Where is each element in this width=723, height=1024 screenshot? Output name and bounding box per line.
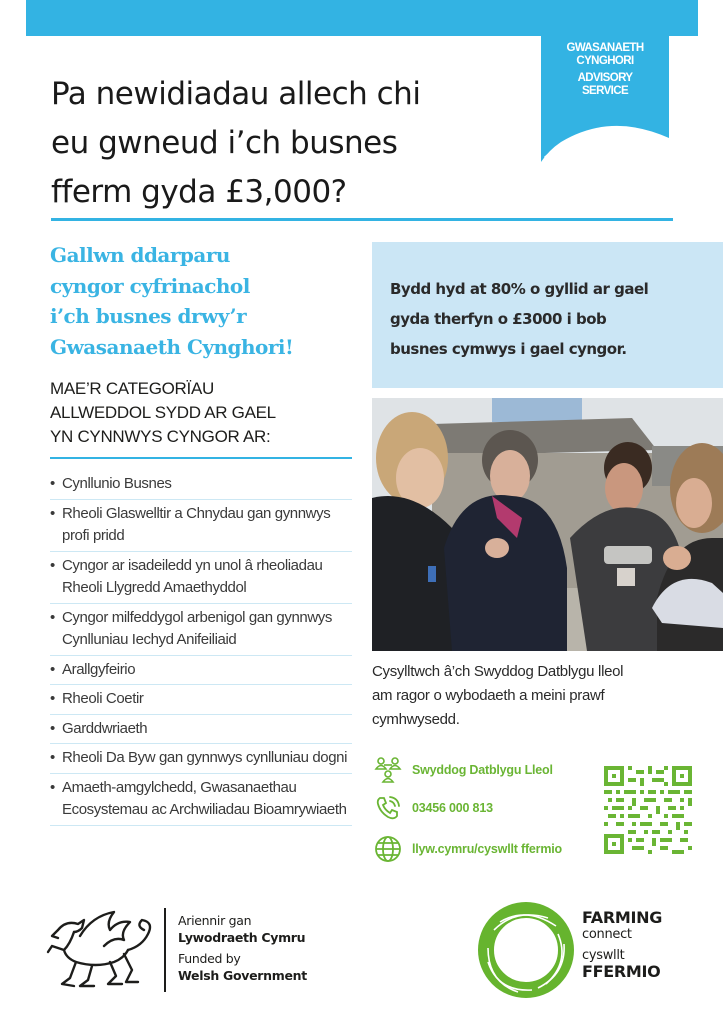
funding-line-1: Bydd hyd at 80% o gyllid ar gael bbox=[390, 280, 649, 298]
list-item bbox=[50, 774, 352, 826]
contact-officer bbox=[374, 756, 594, 784]
phone-icon bbox=[374, 794, 402, 822]
bullet: • bbox=[50, 504, 55, 522]
funding-line-3: busnes cymwys i gael cyngor. bbox=[390, 340, 627, 358]
list-item-label: Rheoli Glaswelltir a Chnydau gan gynnwys profi pridd bbox=[62, 504, 331, 544]
bullet: • bbox=[50, 719, 55, 737]
list-item bbox=[50, 715, 352, 745]
globe-icon bbox=[374, 835, 402, 863]
bullet: • bbox=[50, 556, 55, 574]
people-network-icon bbox=[374, 756, 402, 784]
list-item bbox=[50, 656, 352, 686]
banner-line-3: ADVISORY bbox=[577, 72, 633, 84]
banner-line-2: CYNGHORI bbox=[576, 55, 634, 67]
banner-line-4: SERVICE bbox=[581, 85, 629, 97]
fc-line-1: FARMING bbox=[582, 908, 663, 927]
list-item-label: Arallgyfeirio bbox=[62, 660, 136, 678]
list-item-label: Cyngor ar isadeiledd yn unol â rheoliadau Rheoli Llygredd Amaethyddol bbox=[62, 556, 323, 596]
page-title bbox=[51, 70, 501, 217]
fc-line-2: connect bbox=[582, 927, 632, 942]
website-link[interactable]: llyw.cymru/cyswllt ffermio bbox=[412, 842, 562, 856]
farming-connect-swirl-icon bbox=[476, 900, 576, 1000]
phone-number[interactable]: 03456 000 813 bbox=[412, 801, 493, 815]
contact-website[interactable] bbox=[374, 835, 594, 863]
categories-title-line-3: YN CYNNWYS CYNGOR AR: bbox=[50, 427, 271, 446]
bullet: • bbox=[50, 690, 55, 707]
fc-line-3: cyswllt bbox=[582, 948, 625, 963]
banner-line-1: GWASANAETH bbox=[566, 42, 644, 54]
funding-credit bbox=[178, 912, 307, 984]
list-item bbox=[50, 552, 352, 604]
photo-illustration-icon bbox=[372, 398, 723, 651]
list-item-label: Cynllunio Busnes bbox=[62, 475, 172, 492]
list-item-label: Rheoli Coetir bbox=[62, 690, 144, 707]
list-item-label: Cyngor milfeddygol arbenigol gan gynnwys Cynlluniau Iechyd Anifeiliaid bbox=[62, 608, 332, 648]
list-item bbox=[50, 470, 352, 500]
categories-divider bbox=[50, 457, 352, 459]
subhead-line-1: Gallwn ddarparu bbox=[50, 243, 230, 267]
farmers-photo bbox=[372, 398, 723, 651]
title-line-1: Pa newidiadau allech chi bbox=[51, 76, 421, 112]
welsh-dragon-icon bbox=[44, 906, 154, 992]
gov-line-2: Lywodraeth Cymru bbox=[178, 930, 306, 945]
title-line-2: eu gwneud i’ch busnes bbox=[51, 125, 398, 161]
gov-line-3: Funded by bbox=[178, 951, 241, 966]
funding-callout bbox=[372, 242, 723, 388]
list-item bbox=[50, 604, 352, 656]
logo-divider bbox=[164, 908, 166, 992]
categories-title-line-1: MAE’R CATEGORÏAU bbox=[50, 379, 214, 398]
farming-connect-logo-mark bbox=[476, 900, 576, 1000]
list-item-label: Rheoli Da Byw gan gynnwys cynlluniau dogni bbox=[62, 749, 348, 766]
contact-intro bbox=[372, 660, 702, 732]
list-item-label: Garddwriaeth bbox=[62, 719, 148, 737]
gov-line-1: Ariennir gan bbox=[178, 913, 252, 928]
bullet: • bbox=[50, 749, 55, 766]
categories-title bbox=[50, 377, 360, 449]
list-item-label: Amaeth-amgylchedd, Gwasanaethau Ecosystemau ac Archwiliadau Bioamrywiaeth bbox=[62, 778, 347, 818]
title-line-3: fferm gyda £3,000? bbox=[51, 174, 347, 210]
contact-phone[interactable] bbox=[374, 794, 594, 822]
subhead-line-2: cyngor cyfrinachol bbox=[50, 273, 250, 298]
bullet: • bbox=[50, 608, 55, 626]
bullet: • bbox=[50, 475, 55, 492]
contact-intro-line-2: am ragor o wybodaeth a meini prawf bbox=[372, 687, 605, 704]
list-item bbox=[50, 685, 352, 715]
advisory-service-banner bbox=[541, 30, 669, 166]
subheading bbox=[50, 240, 350, 362]
farming-connect-wordmark bbox=[582, 909, 662, 981]
bullet: • bbox=[50, 778, 55, 796]
list-item bbox=[50, 500, 352, 552]
gov-line-4: Welsh Government bbox=[178, 968, 307, 983]
officer-label: Swyddog Datblygu Lleol bbox=[412, 763, 553, 777]
categories-title-line-2: ALLWEDDOL SYDD AR GAEL bbox=[50, 403, 276, 422]
categories-list bbox=[50, 470, 352, 826]
funding-line-2: gyda therfyn o £3000 i bob bbox=[390, 310, 607, 328]
contact-intro-line-3: cymhwysedd. bbox=[372, 711, 460, 728]
list-item bbox=[50, 744, 352, 774]
subhead-line-3: i’ch busnes drwy’r bbox=[50, 304, 247, 328]
qr-code-icon[interactable] bbox=[604, 766, 692, 854]
subhead-line-4: Gwasanaeth Cynghori! bbox=[50, 334, 294, 359]
title-divider bbox=[51, 218, 673, 221]
fc-line-4: FFERMIO bbox=[582, 962, 661, 981]
contact-intro-line-1: Cysylltwch â’ch Swyddog Datblygu lleol bbox=[372, 663, 624, 680]
bullet: • bbox=[50, 660, 55, 678]
